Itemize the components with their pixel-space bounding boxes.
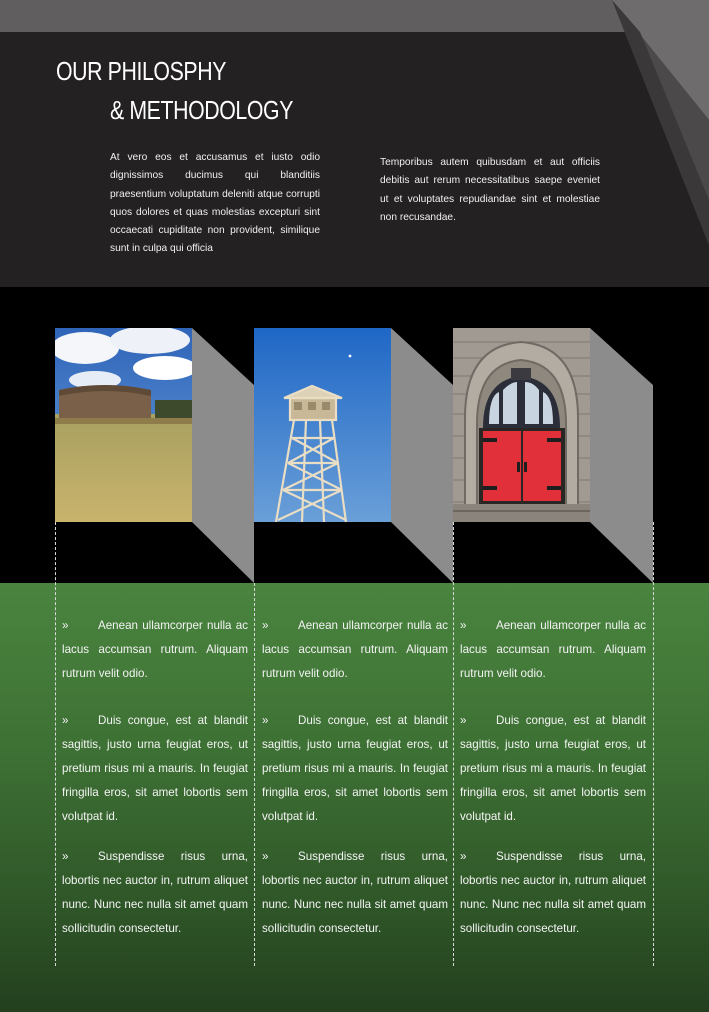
bullet-marker: » [262,713,269,727]
bullet-paragraph [460,709,646,830]
bullet-marker: » [460,713,467,727]
bullet-marker: » [262,849,269,863]
paragraph-text: Aenean ullamcorper nulla ac lacus accumsan rutrum. Aliquam rutrum velit odio. [262,619,448,681]
paragraph-text: Aenean ullamcorper nulla ac lacus accumsan rutrum. Aliquam rutrum velit odio. [62,619,248,681]
paragraph-text: Duis congue, est at blandit sagittis, justo urna feugiat eros, ut pretium risus mi a mauris. In feugiat fringilla eros, sit amet lobortis sem volutpat id. [262,713,448,824]
bullet-marker: » [62,619,69,632]
paragraph-text: Suspendisse risus urna, lobortis nec auctor in, rutrum aliquet nunc. Nunc nec nulla sit amet quam sollicitudin consectetur. [460,849,646,936]
bullet-paragraph [262,709,448,830]
dashed-divider [653,522,654,966]
paragraph-text: Suspendisse risus urna, lobortis nec auctor in, rutrum aliquet nunc. Nunc nec nulla sit amet quam sollicitudin consectetur. [62,849,248,936]
bullet-paragraph [460,614,646,687]
intro-paragraph-right: Temporibus autem quibusdam et aut officiis debitis aut rerum necessitatibus saepe eveniet ut et voluptates repudiandae sint et molestiae non recusandae. [380,157,600,223]
stone-wall-photo [55,328,192,522]
bullet-marker: » [460,849,467,863]
fold-panel-1 [192,328,254,583]
dashed-divider [453,522,454,966]
bullet-marker: » [460,619,467,632]
bullet-paragraph [262,614,448,687]
text-column-2 [262,614,448,941]
red-door-photo [453,328,590,522]
bullet-paragraph [62,614,248,687]
paragraph-text: Duis congue, est at blandit sagittis, justo urna feugiat eros, ut pretium risus mi a mauris. In feugiat fringilla eros, sit amet lobortis sem volutpat id. [62,713,248,824]
text-column-1 [62,614,248,941]
dashed-divider [254,583,255,966]
bullet-marker: » [62,849,69,863]
bullet-paragraph [62,709,248,830]
paragraph-text: Duis congue, est at blandit sagittis, justo urna feugiat eros, ut pretium risus mi a mauris. In feugiat fringilla eros, sit amet lobortis sem volutpat id. [460,713,646,824]
dashed-divider [55,522,56,966]
bullet-marker: » [262,619,269,632]
watchtower-photo [254,328,391,522]
text-column-3 [460,614,646,941]
bullet-paragraph [262,845,448,942]
bullet-paragraph [62,845,248,942]
paragraph-text: Aenean ullamcorper nulla ac lacus accumsan rutrum. Aliquam rutrum velit odio. [460,619,646,681]
intro-paragraph-left: At vero eos et accusamus et iusto odio dignissimos ducimus qui blanditiis praesentium voluptatum deleniti atque corrupti quos dolores et quas molestias excepturi sint occaecati cupiditate non provident, similique sunt in culpa qui officia [110,152,320,255]
fold-panel-3 [590,328,653,583]
bullet-paragraph [460,845,646,942]
fold-panel-2 [391,328,453,583]
page-title-line-1: OUR PHILOSPHY [56,56,227,86]
paragraph-text: Suspendisse risus urna, lobortis nec auctor in, rutrum aliquet nunc. Nunc nec nulla sit amet quam sollicitudin consectetur. [262,849,448,936]
page-title-line-2: & METHODOLOGY [110,95,294,125]
bullet-marker: » [62,713,69,727]
